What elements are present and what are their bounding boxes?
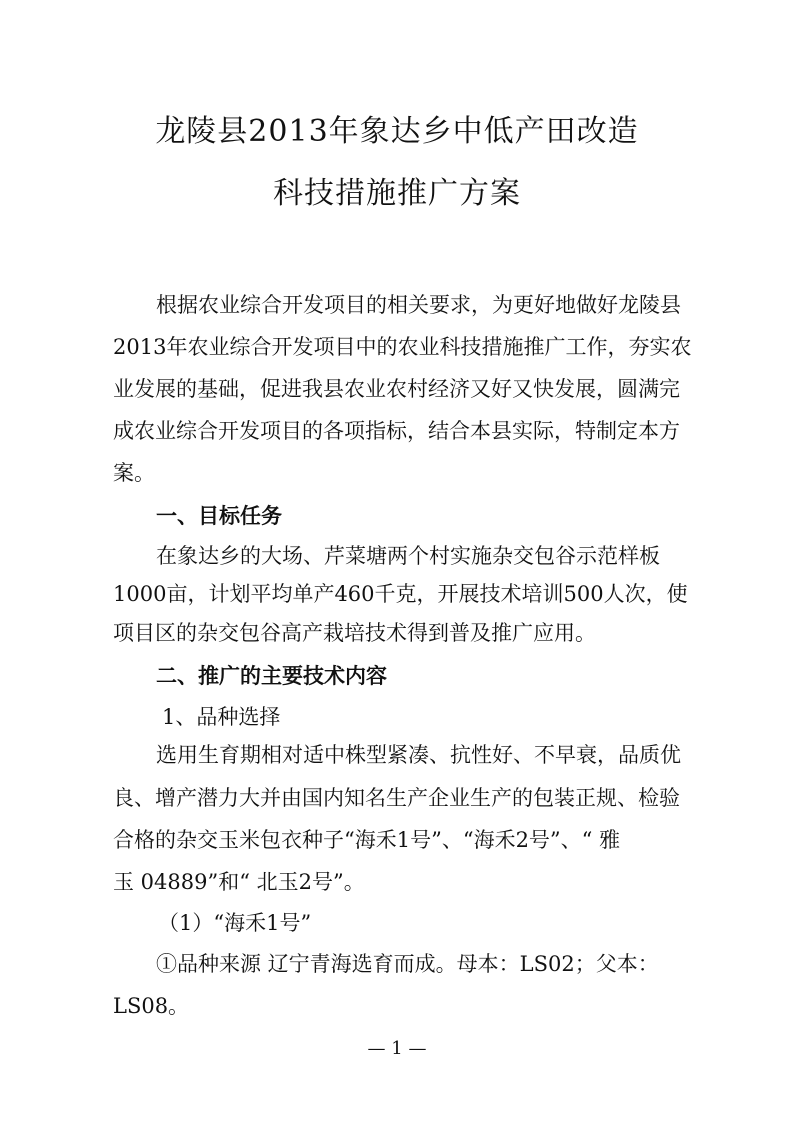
intro-line: 成农业综合开发项目的各项指标，结合本县实际，特制定本方 — [113, 419, 680, 443]
intro-line: 2013年农业综合开发项目中的农业科技措施推广工作，夯实农 — [113, 335, 692, 359]
intro-line: 业发展的基础，促进我县农业农村经济又好又快发展，圆满完 — [113, 377, 680, 401]
intro-line: 案。 — [113, 461, 155, 485]
section1-heading: 一、目标任务 — [156, 504, 282, 528]
section2-line: 合格的杂交玉米包衣种子“海禾1号”、“海禾2号”、“ 雅 — [113, 828, 621, 852]
section1-line: 项目区的杂交包谷高产栽培技术得到普及推广应用。 — [113, 621, 596, 645]
document-title-line1: 龙陵县2013年象达乡中低产田改造 — [155, 114, 639, 149]
variety-heading: （1）“海禾1号” — [158, 911, 312, 935]
section2-subheading: 1、品种选择 — [162, 705, 281, 729]
document-title-line2: 科技措施推广方案 — [273, 176, 521, 211]
variety-origin-line: ①品种来源 辽宁青海选育而成。母本：LS02；父本： — [156, 952, 659, 976]
section2-line: 玉 04889”和“ 北玉2号”。 — [113, 870, 365, 894]
section2-line: 选用生育期相对适中株型紧凑、抗性好、不早衰，品质优 — [156, 743, 681, 767]
intro-line: 根据农业综合开发项目的相关要求，为更好地做好龙陵县 — [156, 293, 681, 317]
variety-origin-line: LS08。 — [113, 994, 190, 1018]
section2-heading: 二、推广的主要技术内容 — [156, 664, 387, 688]
section1-line: 1000亩，计划平均单产460千克，开展技术培训500人次，使 — [113, 582, 688, 606]
section1-line: 在象达乡的大场、芹菜塘两个村实施杂交包谷示范样板 — [156, 544, 660, 568]
page-number: — 1 — — [367, 1038, 427, 1059]
section2-line: 良、增产潜力大并由国内知名生产企业生产的包装正规、检验 — [113, 786, 680, 810]
